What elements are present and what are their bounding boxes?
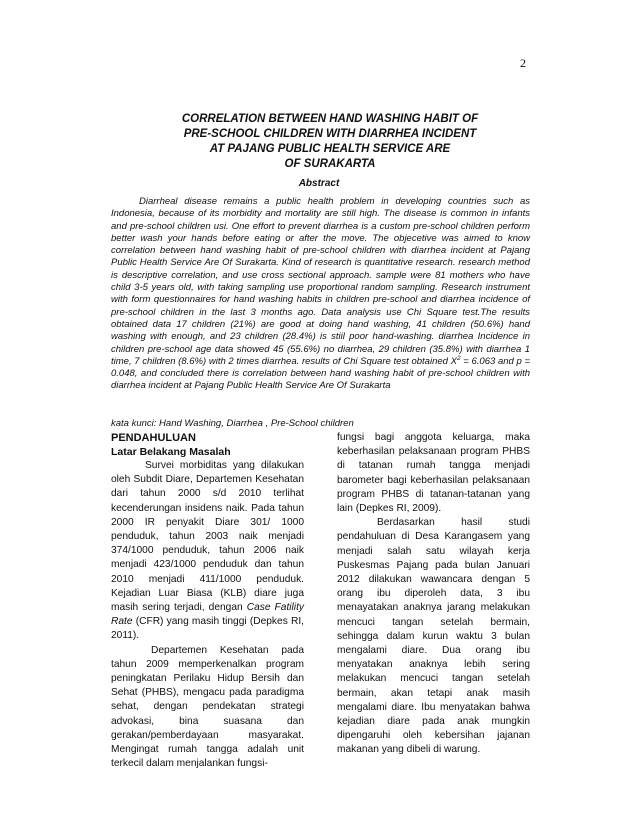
paragraph-departemen: Departemen Kesehatan pada tahun 2009 memperkenalkan program peningkatan Perilaku Hidup Bersih dan Sehat (PHBS), mengacu pada paradigma sehat, dengan pendekatan strategi advokasi, bina suasana dan gerakan/pemberdayaan masyarakat. Mengingat rumah tangga adalah unit terkecil dalam menjalankan fungsi-: [111, 644, 304, 770]
left-column: [111, 431, 304, 771]
paragraph-survei-text: Survei morbiditas yang dilakukan oleh Subdit Diare, Departemen Kesehatan dari tahun 2000 s/d 2010 terlihat kecenderungan insidens naik. Pada tahun 2000 IR penyakit Diare 301/ 1000 penduduk, tahun 2003 naik menjadi 374/1000 penduduk, tahun 2006 naik menjadi 423/1000 penduduk dan tahun 2010 menjadi 411/1000 penduduk. Kejadian Luar Biasa (KLB) diare juga masih sering terjadi, dengan: [111, 460, 304, 614]
title-line-2: PRE-SCHOOL CHILDREN WITH DIARRHEA INCIDENT: [183, 128, 477, 140]
title-line-4: OF SURAKARTA: [284, 158, 376, 170]
right-column: [337, 431, 530, 758]
section-heading: PENDAHULUAN: [111, 432, 196, 444]
abstract-heading: Abstract: [298, 178, 340, 189]
subsection-heading: Latar Belakang Masalah: [111, 446, 231, 458]
paper-title: [140, 112, 520, 172]
paragraph-fungsi: fungsi bagi anggota keluarga, maka keberhasilan pelaksanaan program PHBS di tatanan rumah tangga menjadi barometer bagi keberhasilan pelaksanaan program PHBS di tatanan-tatanan yang lain (Depkes RI, 2009).: [337, 432, 530, 515]
paragraph-survei-text-end: (CFR) yang masih tinggi (Depkes RI, 2011).: [111, 616, 304, 642]
title-line-3: AT PAJANG PUBLIC HEALTH SERVICE ARE: [209, 143, 451, 155]
keywords: kata kunci: Hand Washing, Diarrhea , Pre-School children: [111, 418, 354, 429]
case-fatality-rate-term: Case Fatility Rate: [111, 602, 304, 628]
abstract-text-part-2: = 6.063 and p = 0.048, and concluded there is correlation between hand washing habit of pre-school children with diarrhea incident at Pajang Public Health Service Are Of Surakarta: [111, 355, 530, 392]
chi-square-superscript: 2: [456, 354, 461, 362]
paragraph-berdasarkan: Berdasarkan hasil studi pendahuluan di Desa Karangasem yang menjadi salah satu wilayah kerja Puskesmas Pajang pada bulan Januari 2012 dilakukan wawancara dengan 5 orang ibu diperoleh data, 3 ibu menayatakan anaknya jarang melakukan mencuci tangan setelah bermain, sehingga dalam kurun waktu 3 bulan mengalami diare. Dua orang ibu menyatakan anaknya lebih sering melakukan mencuci tangan setelah bermain, akan tetapi anak masih mengalami diare. Ibu menyatakan bahwa kejadian diare pada anak mungkin dipengaruhi oleh kebersihan jajanan makanan yang dibeli di warung.: [337, 517, 530, 756]
abstract-text-part-1: Diarrheal disease remains a public health problem in developing countries such as Indonesia, because of its morbidity and mortality are still high. The disease is common in infants and pre-school children usi. One effort to prevent diarrhea is a custom pre-school children perform better wash your hands before eating or after the move. The objecetive was aimed to know correlation between hand washing habit of pre-school children with diarrhea incident at Pajang Public Health Service Are Of Surakarta. Kind of research is quantitative research. research method is descriptive correlation, and use cross sectional approach. sample were 81 mothers who have child 3-5 years old, with taking sampling use proportional random sampling. Research instrument with form questionnaires for hand washing habits in children pre-school and diarrhea incidence of pre-school children in the last 3 months ago. Data analysis use Chi Square test.The results obtained data 17 children (21%) are good at doing hand washing, 41 children (50.6%) hand washing with enough, and 23 children (28.4%) is stiil poor hand-washing. diarrhea Incidence in children pre-school age data showed 45 (55.6%) no diarrhea, 29 children (35.8%) with diarrhea 1 time, 7 children (8.6%) with 2 times diarrhea. results of Chi Square test obtained X: [111, 196, 530, 367]
title-line-1: CORRELATION BETWEEN HAND WASHING HABIT OF: [181, 113, 479, 125]
page-number: 2: [520, 56, 526, 70]
abstract-text: [111, 196, 530, 393]
paragraph-survei: [111, 459, 304, 644]
